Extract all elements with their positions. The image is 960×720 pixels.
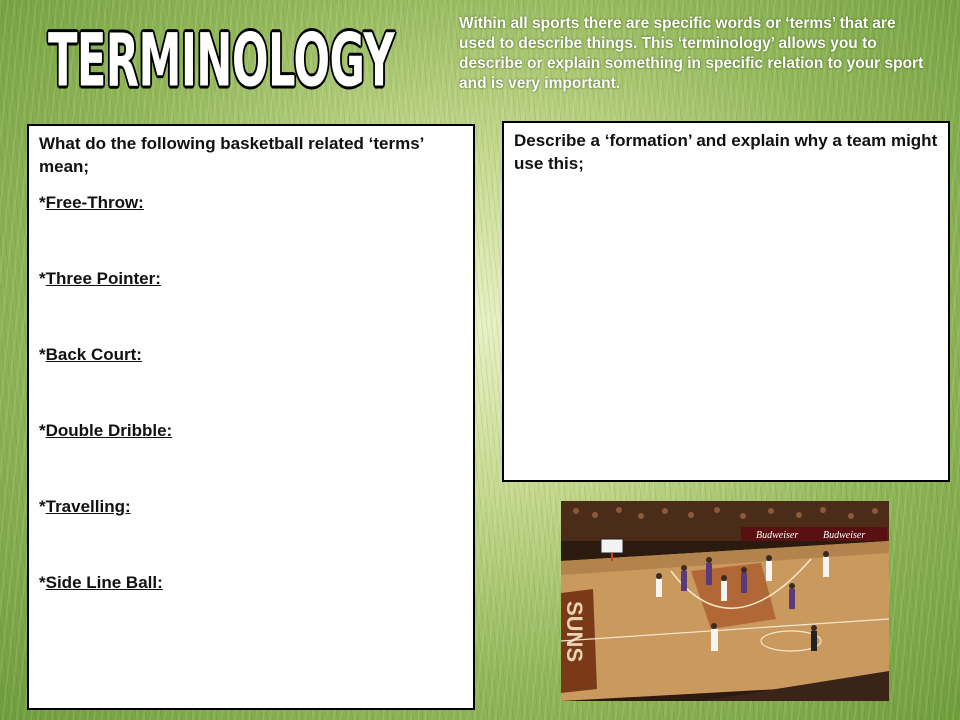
backboard: [601, 539, 623, 553]
term-word: Double Dribble:: [45, 421, 173, 440]
term-prefix: *: [39, 269, 46, 288]
terms-panel: [27, 124, 475, 710]
term-item: [39, 192, 463, 268]
basketball-court-photo: [561, 501, 889, 701]
term-prefix: *: [39, 345, 46, 364]
banner-text: Budweiser: [823, 530, 866, 541]
term-word: Back Court:: [45, 345, 142, 364]
term-item: [39, 344, 463, 420]
term-item: [39, 420, 463, 496]
formation-prompt: Describe a ‘formation’ and explain why a team might use this;: [514, 131, 938, 173]
term-item: [39, 572, 463, 648]
term-word: Free-Throw:: [45, 193, 144, 212]
term-word: Three Pointer:: [45, 269, 161, 288]
court-lettering: SUNS: [562, 601, 587, 663]
page-title: TERMINOLOGY: [48, 17, 395, 103]
term-prefix: *: [39, 421, 46, 440]
term-word: Travelling:: [45, 497, 131, 516]
formation-panel: [502, 121, 950, 482]
intro-text: Within all sports there are specific words or ‘terms’ that are used to describe things. This ‘terminology’ allows you to describe or explain something in specific relation to your sport and is very important.: [459, 15, 924, 92]
term-word: Side Line Ball:: [45, 573, 163, 592]
court-illustration: [561, 501, 889, 701]
term-prefix: *: [39, 193, 46, 212]
term-prefix: *: [39, 573, 46, 592]
term-item: [39, 496, 463, 572]
terms-prompt: What do the following basketball related ‘terms’ mean;: [39, 134, 424, 176]
term-prefix: *: [39, 497, 46, 516]
term-item: [39, 268, 463, 344]
terms-list: [39, 192, 463, 648]
banner-text: Budweiser: [756, 530, 799, 541]
